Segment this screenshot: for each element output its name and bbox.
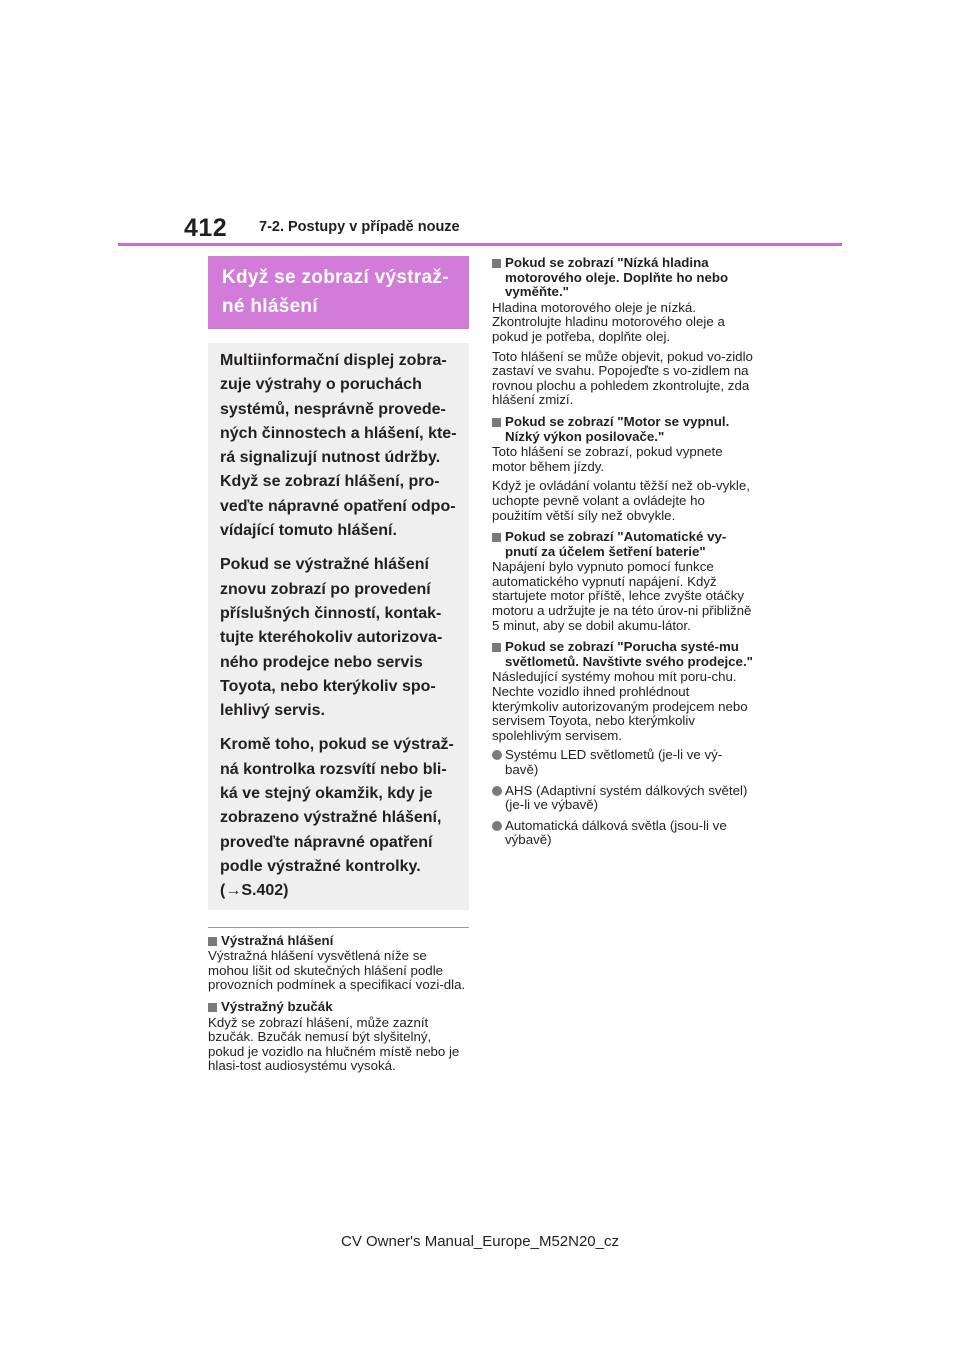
- note-block: [492, 415, 754, 523]
- page-number: 412: [184, 214, 228, 242]
- bullet-text: AHS (Adaptivní systém dálkových světel) (je-li ve výbavě): [505, 782, 748, 813]
- bullet-item: [492, 748, 754, 777]
- note-paragraph: Toto hlášení se zobrazí, pokud vypnete motor během jízdy.: [492, 444, 723, 474]
- note-block: [492, 640, 754, 848]
- header-rule: [118, 243, 842, 246]
- note-heading-text: Pokud se zobrazí "Automatické vy-pnutí za účelem šetření baterie": [505, 529, 727, 559]
- square-bullet-icon: [492, 533, 501, 542]
- note-heading: [208, 934, 469, 949]
- square-bullet-icon: [492, 418, 501, 427]
- note-block: [492, 530, 754, 633]
- note-block: [492, 256, 754, 408]
- left-column: [208, 256, 469, 1081]
- note-paragraph: Napájení bylo vypnuto pomocí funkce automatického vypnutí napájení. Když startujete motor příště, lehce zvyšte otáčky motoru a udržujte je na této úrov-ni přibližně 5 minut, aby se dobil akumu-látor.: [492, 559, 752, 633]
- note-heading: [492, 530, 754, 559]
- note-heading-text: Výstražný bzučák: [221, 998, 333, 1014]
- round-bullet-icon: [492, 750, 502, 760]
- square-bullet-icon: [208, 1003, 217, 1012]
- note-heading: [208, 1000, 469, 1015]
- note-heading: [492, 256, 754, 300]
- note-paragraph: Hladina motorového oleje je nízká. Zkontrolujte hladinu motorového oleje a pokud je potřeba, doplňte olej.: [492, 299, 725, 344]
- note-paragraph: Když je ovládání volantu těžší než ob-vykle, uchopte pevně volant a ovládejte ho použitím větší síly než obvykle.: [492, 478, 750, 523]
- square-bullet-icon: [492, 259, 501, 268]
- section-title-box: Když se zobrazí výstraž-né hlášení: [208, 256, 469, 329]
- note-heading: [492, 415, 754, 444]
- round-bullet-icon: [492, 821, 502, 831]
- round-bullet-icon: [492, 786, 502, 796]
- note-heading-text: Pokud se zobrazí "Nízká hladina motorového oleje. Doplňte ho nebo vyměňte.": [505, 255, 729, 300]
- note-block: [208, 934, 469, 993]
- section-header: 7-2. Postupy v případě nouze: [259, 219, 460, 235]
- note-paragraph: Výstražná hlášení vysvětlená níže se mohou lišit od skutečných hlášení podle provozních podmínek a specifikací vozi-dla.: [208, 948, 466, 993]
- summary-paragraph: Kromě toho, pokud se výstraž-ná kontrolka rozsvítí nebo bli-ká ve stejný okamžik, kdy je zobrazeno výstražné hlášení, proveďte nápravné opatření podle výstražné kontrolky. (→S.402): [220, 736, 454, 900]
- note-block: [208, 1000, 469, 1074]
- footer-text: CV Owner's Manual_Europe_M52N20_cz: [340, 1233, 619, 1250]
- note-heading-text: Pokud se zobrazí "Porucha systé-mu světlometů. Navštivte svého prodejce.": [505, 639, 753, 669]
- square-bullet-icon: [492, 643, 501, 652]
- right-column: [492, 256, 754, 855]
- note-paragraph: Když se zobrazí hlášení, může zaznít bzučák. Bzučák nemusí být slyšitelný, pokud je vozidlo na hlučném místě nebo je hlasi-tost audiosystému vysoká.: [208, 1014, 460, 1074]
- bullet-text: Automatická dálková světla (jsou-li ve výbavě): [505, 817, 727, 848]
- note-paragraph: Následující systémy mohou mít poru-chu. Nechte vozidlo ihned prohlédnout kterýmkoliv autorizovaným prodejcem nebo servisem Toyota, nebo kterýmkoliv spolehlivým servisem.: [492, 669, 748, 743]
- bullet-item: [492, 784, 754, 813]
- square-bullet-icon: [208, 937, 217, 946]
- note-heading: [492, 640, 754, 669]
- summary-box: [208, 343, 469, 910]
- bullet-text: Systému LED světlometů (je-li ve vý-bavě): [505, 747, 723, 777]
- note-paragraph: Toto hlášení se může objevit, pokud vo-zidlo zastaví ve svahu. Popojeďte s vo-zidlem na rovnou plochu a pohledem zkontrolujte, zda hlášení zmizí.: [492, 348, 753, 408]
- summary-paragraph: Multiinformační displej zobra-zuje výstrahy o poruchách systémů, nesprávně provede-ných činnostech a hlášení, kte-rá signalizují nutnost údržby. Když se zobrazí hlášení, pro-veďte nápravné opatření odpo-vídající tomuto hlášení.: [220, 352, 457, 540]
- note-heading-text: Pokud se zobrazí "Motor se vypnul. Nízký výkon posilovače.": [505, 413, 730, 444]
- bullet-item: [492, 819, 754, 848]
- summary-paragraph: Pokud se výstražné hlášení znovu zobrazí po provedení příslušných činností, kontak-tujte kteréhokoliv autorizova-ného prodejce nebo servis Toyota, nebo kterýkoliv spo-lehlivý servis.: [220, 556, 443, 720]
- note-heading-text: Výstražná hlášení: [221, 932, 334, 948]
